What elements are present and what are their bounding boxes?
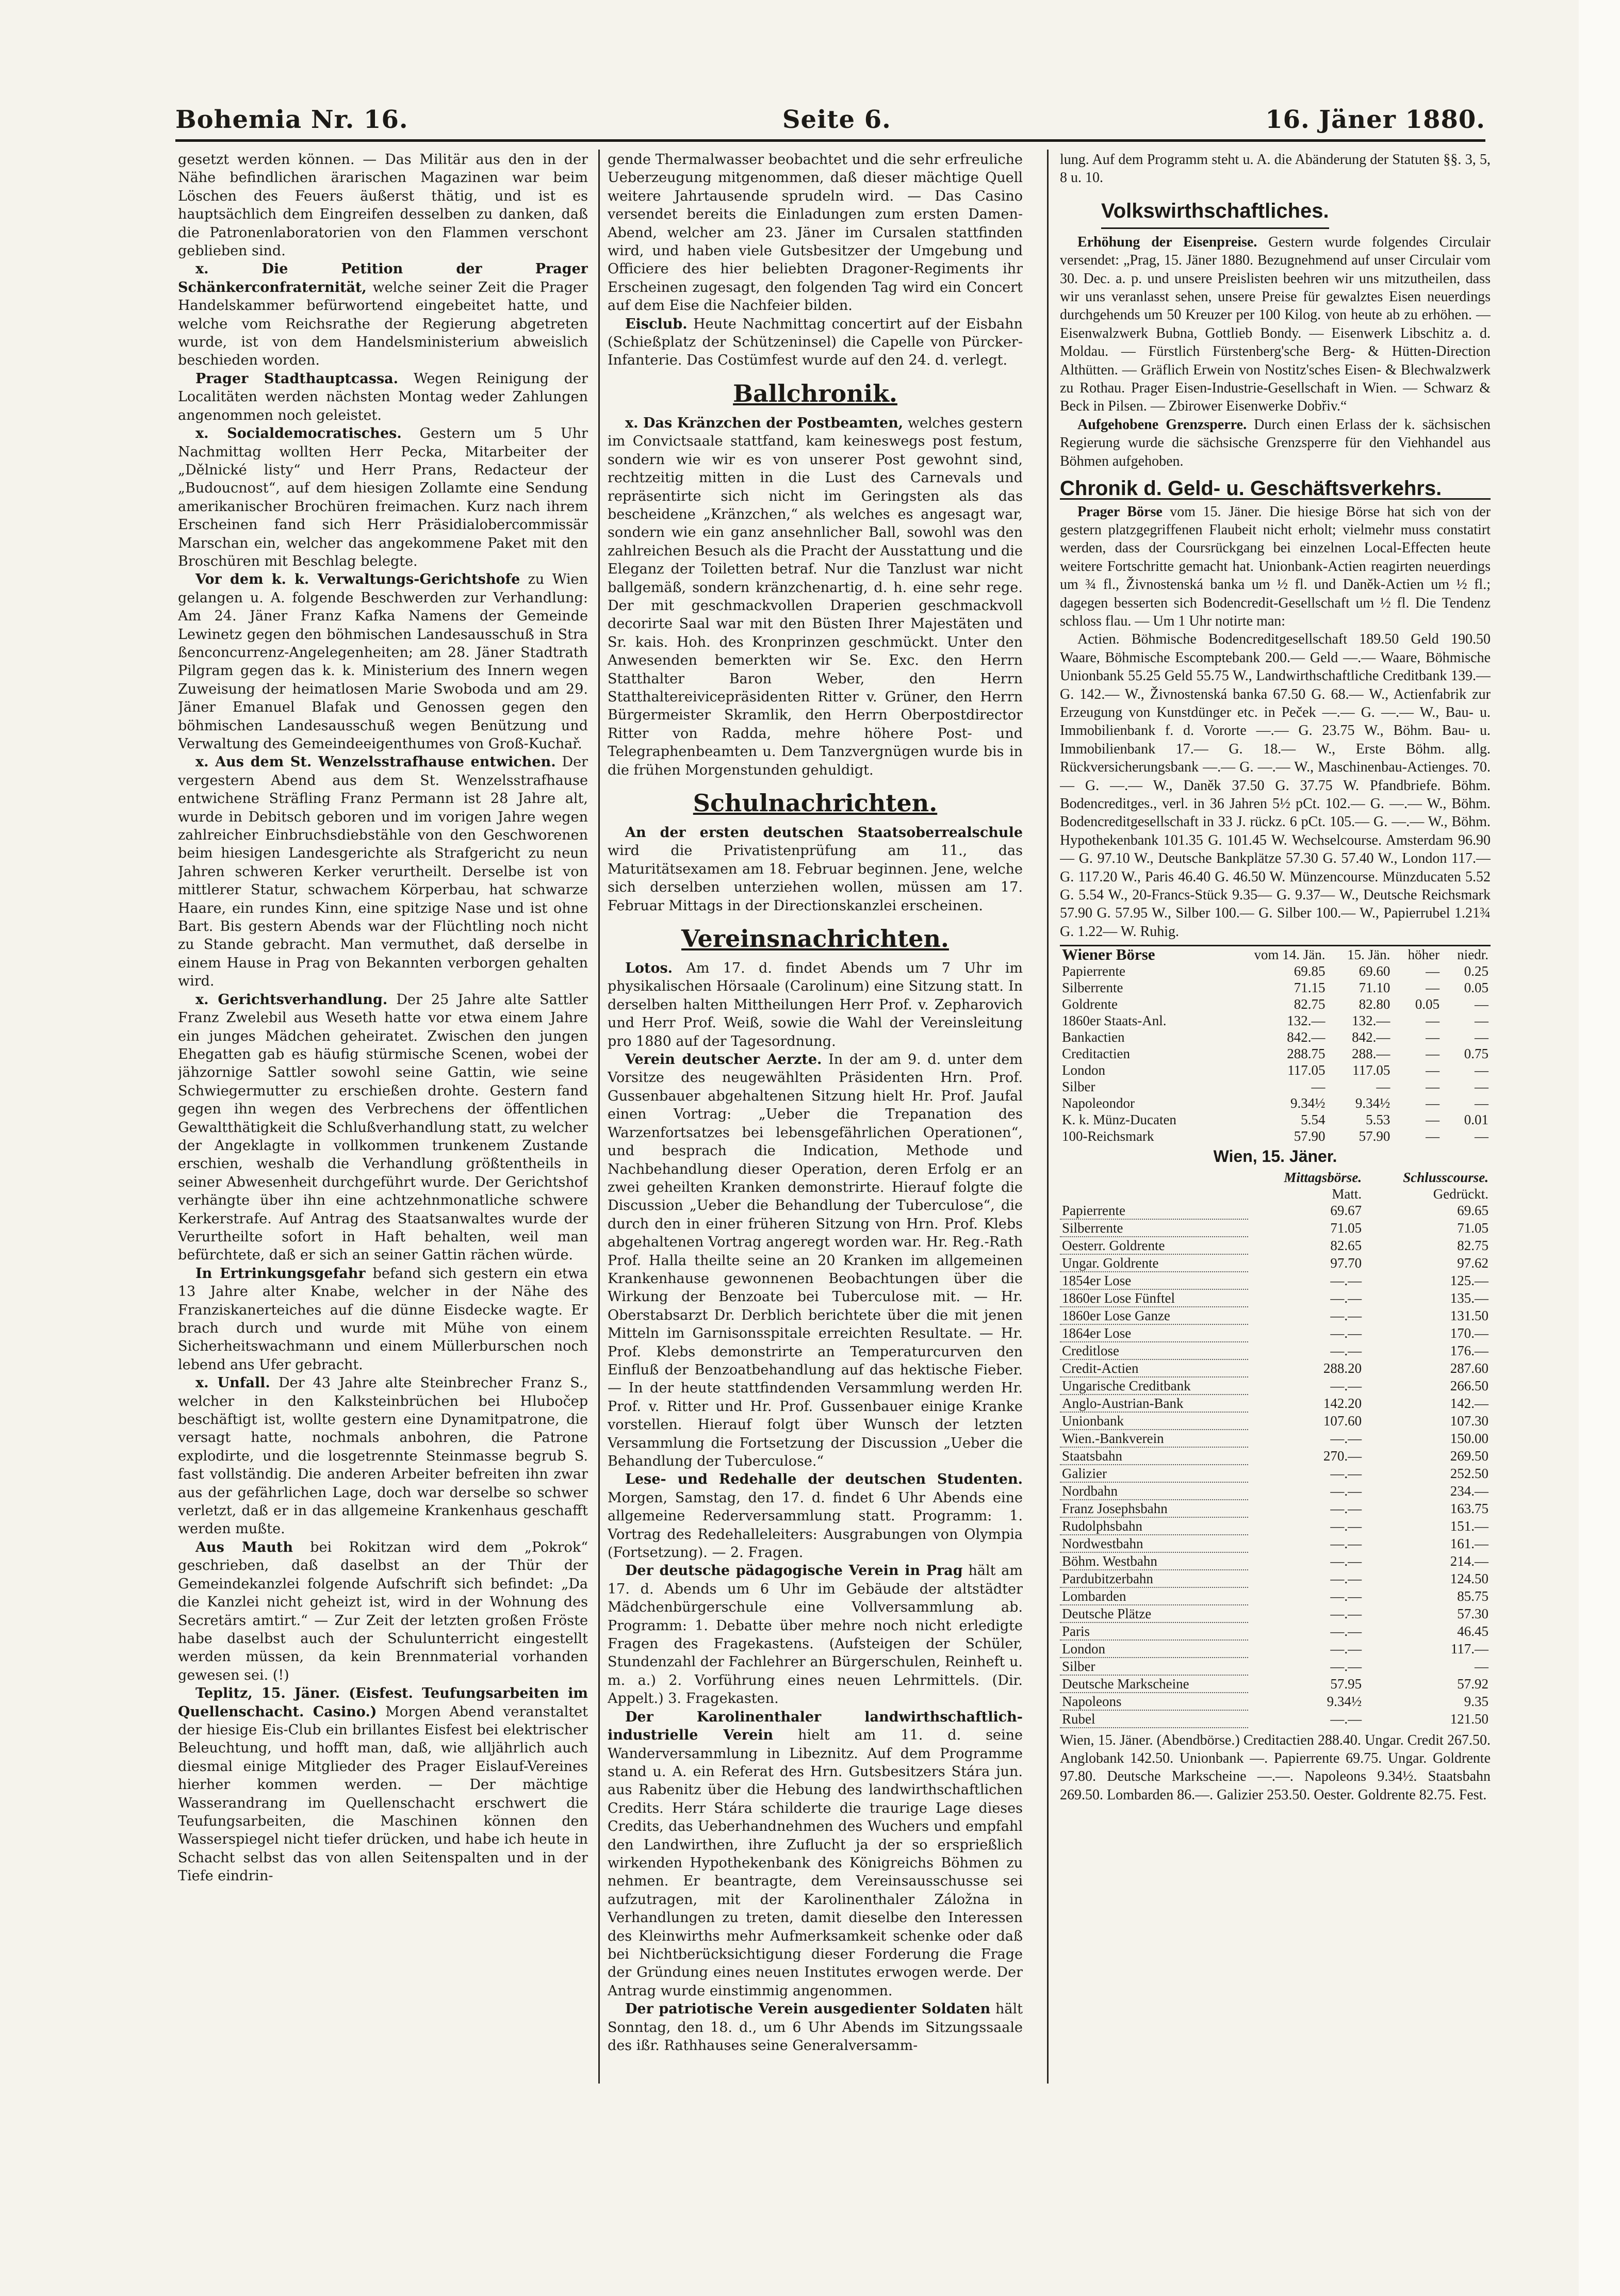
price-cell: 57.30	[1457, 1605, 1488, 1621]
security-name: Böhm. Westbahn	[1060, 1552, 1248, 1570]
article-body: befand sich gestern ein etwa 13 Jahre alter Knabe, welcher in der Nähe des Franziskanerteiches auf die dünne Eisdecke wagte. Er brach durch und wurde mit Mühe von einem Sicherheitswachmann und einem Müllerburschen noch lebend ans Ufer gebracht.	[178, 1265, 588, 1373]
price-cell: —.—	[1330, 1325, 1362, 1341]
security-name: Ungarische Creditbank	[1060, 1377, 1248, 1395]
table-header-row	[1060, 946, 1491, 963]
security-name: Anglo-Austrian-Bank	[1060, 1395, 1248, 1412]
table-header-row	[1060, 1169, 1491, 1186]
table-row	[1060, 1202, 1491, 1219]
article	[1060, 416, 1491, 470]
article	[1060, 233, 1491, 416]
price-cell: —.—	[1330, 1553, 1362, 1569]
paragraph: gende Thermalwasser beobachtet und die sehr erfreuliche Ueberzeugung mitgenommen, daß dieser mächtige Quell weitere Jahrtausende sprudeln wird. — Das Casino versendet bereits die Einladungen zum ersten Damen-Abend, welcher am 23. Jäner im Cursalen stattfinden wird, und haben viele Gutsbesitzer der Umgebung und Officiere des hier beliebten Dragoner-Regiments ihr Erscheinen zugesagt, den folgenden Tag wird ein Concert auf dem Eise die Nachfeier bilden.	[608, 152, 1023, 314]
article	[178, 1374, 588, 1538]
price-cell: —.—	[1330, 1465, 1362, 1481]
security-name: Silber	[1060, 1658, 1248, 1675]
table-row	[1060, 1307, 1491, 1324]
table-row	[1060, 1395, 1491, 1412]
price-cell: 131.50	[1450, 1307, 1488, 1323]
page-header	[175, 93, 1485, 134]
article-body: Morgen, Samstag, den 17. d. findet 6 Uhr Abends eine allgemeine Rederversammlung statt. Programm: 1. Vortrag des Redehalleleiters: Ausgrabungen von Olympia (Fortsetzung). — 2. Fragen.	[608, 1489, 1023, 1561]
price-cell: 132.—	[1287, 1013, 1326, 1029]
security-name: Paris	[1060, 1622, 1248, 1640]
price-cell: 288.20	[1323, 1360, 1362, 1376]
column-header: vom 14. Jän.	[1254, 947, 1326, 963]
security-name: Franz Josephsbahn	[1060, 1500, 1248, 1517]
article-body: Am 17. d. findet Abends um 7 Uhr im physikalischen Hörsaale (Carolinum) eine Sitzung statt. In derselben halten Mittheilungen Herr Prof. v. Zepharovich und Herr Prof. Weiß, sowie die Wahl der Vereinsleitung pro 1880 auf der Tagesordnung.	[608, 960, 1023, 1049]
price-cell: —.—	[1330, 1272, 1362, 1288]
article	[178, 370, 588, 424]
security-name: Silberrente	[1062, 980, 1123, 996]
security-name: Rudolphsbahn	[1060, 1517, 1248, 1535]
price-cell: 82.80	[1359, 996, 1390, 1012]
price-cell: 125.—	[1450, 1272, 1488, 1288]
price-cell: —.—	[1330, 1605, 1362, 1621]
table-row	[1060, 1640, 1491, 1658]
price-cell: 0.05	[1464, 980, 1488, 996]
column-header: niedr.	[1457, 947, 1488, 963]
section-heading-schulnachrichten: Schulnachrichten.	[693, 789, 938, 817]
security-name: Silberrente	[1060, 1219, 1248, 1237]
security-name: Bankactien	[1062, 1029, 1125, 1045]
article	[608, 414, 1023, 779]
price-cell: 176.—	[1450, 1342, 1488, 1358]
price-cell: 121.50	[1450, 1711, 1488, 1727]
price-cell: —	[1426, 1112, 1440, 1128]
article-heading: Erhöhung der Eisenpreise.	[1077, 234, 1257, 250]
table-row	[1060, 1045, 1491, 1062]
paragraph: Wien, 15. Jäner. (Abendbörse.) Creditactien 288.40. Ungar. Credit 267.50. Anglobank 142.50. Unionbank —. Papierrente 69.75. Ungar. Goldrente 97.80. Deutsche Markscheine —.—. Napoleons 9.34½. Staatsbahn 269.50. Lombarden 86.—. Galizier 253.50. Oester. Goldrente 82.75. Fest.	[1060, 1732, 1491, 1803]
price-cell: —.—	[1330, 1342, 1362, 1358]
security-name: Napoleondor	[1062, 1095, 1135, 1111]
table-row	[1060, 1605, 1491, 1622]
article	[178, 753, 588, 990]
price-cell: —.—	[1330, 1307, 1362, 1323]
article-body: Morgen Abend veranstaltet der hiesige Eis-Club ein brillantes Eisfest bei elektrischer Beleuchtung, und hofft man, daß, wie alljährlich auch diesmal einige Mitglieder des Prager Eislauf-Vereines hierher kommen werden. — Der mächtige Wasserandrang im Quellenschacht erschwert die Teufungsarbeiten, die Maschinen können den Wasserspiegel nicht tiefer drücken, und habe ich heute in Schacht selbst das von allen Seitenspalten und in der Tiefe eindrin-	[178, 1703, 588, 1884]
article-heading: Prager Börse	[1077, 503, 1163, 520]
article-body: Heute Nachmittag concertirt auf der Eisbahn (Schießplatz der Schützeninsel) die Capelle von Pürcker-Infanterie. Das Costümfest wurde auf den 24. d. verlegt.	[608, 316, 1023, 369]
price-cell: 161.—	[1450, 1535, 1488, 1551]
table-row	[1060, 1078, 1491, 1095]
price-cell: 9.34½	[1290, 1095, 1326, 1111]
security-name: Rubel	[1060, 1710, 1248, 1728]
column-header	[1060, 1169, 1248, 1186]
price-cell: —.—	[1330, 1483, 1362, 1499]
article-heading: An der ersten deutschen Staatsoberrealschule	[625, 825, 1023, 841]
security-name: Credit-Actien	[1060, 1359, 1248, 1377]
table-row	[1060, 1710, 1491, 1728]
article-heading: x. Unfall.	[195, 1375, 270, 1391]
article	[178, 1684, 588, 1885]
table-row	[1060, 979, 1491, 996]
article-body: Der 43 Jahre alte Steinbrecher Franz S., welcher in den Kalksteinbrüchen bei Hlubočep beschäftigt ist, wollte gestern eine Dynamitpatrone, die versagt hatte, nochmals anbohren, die Patrone explodirte, und die losgetrennte Steinmasse begrub S. fast vollständig. Die anderen Arbeiter befreiten ihn zwar aus der gefährlichen Lage, doch war derselbe so schwer verletzt, daß er in das allgemeine Krankenhaus geschafft werden mußte.	[178, 1375, 588, 1537]
table-row	[1060, 1535, 1491, 1552]
table-row	[1060, 1430, 1491, 1447]
article-body: Gestern wurde folgendes Circulair versendet: „Prag, 15. Jäner 1880. Bezugnehmend auf unser Circulair vom 30. Dec. a. p. und unsere Preislisten beehren wir uns mitzutheilen, dass wir uns veranlasst sehen, unsere Preise für gewalztes Eisen neuerdings durchgehends um 50 Kreuzer per 100 Kilog. von heute ab zu erhöhen. — Eisenwalzwerk Bubna, Gottlieb Bondy. — Eisenwerk Libschitz a. d. Moldau. — Fürstlich Fürstenberg'sche Berg- & Hütten-Direction Althütten. — Gräflich Erwein von Nostitz'sches Eisen- & Blechwalzwerk zu Rothau. Prager Eisen-Industrie-Gesellschaft in Wien. — Schwarz & Beck in Pilsen. — Zbirower Eisenwerke Dobřiv.“	[1060, 234, 1491, 415]
price-cell: —	[1475, 1095, 1488, 1111]
table-row	[1060, 1447, 1491, 1465]
price-cell: —.—	[1330, 1290, 1362, 1306]
table-row	[1060, 1359, 1491, 1377]
security-name: Nordbahn	[1060, 1482, 1248, 1500]
price-cell: —	[1426, 1013, 1440, 1029]
security-name: 100-Reichsmark	[1062, 1128, 1154, 1144]
article-heading: Prager Stadthauptcassa.	[195, 370, 399, 387]
article-heading: Aufgehobene Grenzsperre.	[1077, 416, 1247, 433]
price-cell: 82.75	[1294, 996, 1326, 1012]
article-heading: Teplitz, 15. Jäner. (Eisfest. Teufungsarbeiten im Quellenschacht. Casino.)	[178, 1685, 588, 1720]
table-row	[1060, 1570, 1491, 1587]
article-body: hält Sonntag, den 18. d., um 6 Uhr Abends im Sitzungssaale des ißr. Rathhauses seine Generalversamm-	[608, 2001, 1023, 2054]
table-row	[1060, 1517, 1491, 1535]
article-body: vom 15. Jäner. Die hiesige Börse hat sich von der gestern platzgegriffenen Flaubeit nicht erholt; vielmehr muss constatirt werden, dass der Coursrückgang bei einzelnen Local-Effecten heute weitere Fortschritte gemacht hat. Unionbank-Actien reagirten neuerdings um ¾ fl., Živnostenská banka um ½ fl. und Daněk-Actien um ½ fl.; dagegen besserten sich Bodencredit-Gesellschaft um ½ fl. Die Tendenz schloss flau. — Um 1 Uhr notirte man:	[1060, 503, 1491, 629]
article	[1060, 503, 1491, 631]
article-body: bei Rokitzan wird dem „Pokrok“ geschrieben, daß daselbst an der Thür der Gemeindekanzlei folgende Aufschrift sich befindet: „Da die Kanzlei nicht geheizt ist, wird in der Wohnung des Secretärs amtirt.“ — Zur Zeit der letzten großen Fröste habe daselbst auch der Schulunterricht eingestellt werden müssen, da kein Brennmaterial vorhanden gewesen sei. (!)	[178, 1539, 588, 1683]
security-name: Deutsche Markscheine	[1060, 1675, 1248, 1693]
price-cell: 269.50	[1450, 1448, 1488, 1464]
column-subheader: Gedrückt.	[1433, 1186, 1488, 1202]
article-heading: Verein deutscher Aerzte.	[625, 1052, 822, 1068]
price-cell: 71.05	[1330, 1220, 1362, 1236]
article-body: hält am 17. d. Abends um 6 Uhr im Gebäude der altstädter Mädchenbürgerschule eine Vollversammlung ab. Programm: 1. Debatte über mehre noch nicht erledigte Fragen des Fragekastens. (Aufsteigen der Schüler, Stundenzahl der Fachlehrer an Bürgerschulen, Reinheft u. m. a.) 2. Vorführung eines neuen Lehrmittels. (Dir. Appelt.) 3. Fragekasten.	[608, 1563, 1023, 1707]
article	[608, 2000, 1023, 2055]
security-name: Ungar. Goldrente	[1060, 1254, 1248, 1272]
price-cell: —	[1426, 1095, 1440, 1111]
table-row	[1060, 1658, 1491, 1675]
article	[178, 1538, 588, 1684]
table-row	[1060, 1675, 1491, 1693]
price-cell: 82.75	[1457, 1237, 1488, 1253]
table-row	[1060, 1272, 1491, 1289]
price-cell: 71.10	[1359, 980, 1390, 996]
price-cell: —	[1475, 1128, 1488, 1144]
price-cell: 117.05	[1287, 1062, 1326, 1078]
price-cell: 135.—	[1450, 1290, 1488, 1306]
security-name: Creditactien	[1062, 1046, 1130, 1062]
table-row	[1060, 1482, 1491, 1500]
price-cell: —	[1475, 1658, 1488, 1674]
column-3	[1060, 151, 1491, 2090]
price-cell: 252.50	[1450, 1465, 1488, 1481]
security-name: Staatsbahn	[1060, 1447, 1248, 1465]
table-row	[1060, 1377, 1491, 1395]
table-row	[1060, 1552, 1491, 1570]
article-body: welches gestern im Convictsaale stattfand, kam keineswegs post festum, sondern wie wir es von unserer Post gewohnt sind, rechtzeitig mitten in die Lust des Carnevals und repräsentirte sich nicht im Geringsten als das bescheidene „Kränzchen,“ als welches es angesagt war, sondern wie ein ganz ansehnlicher Ball, sowohl was den zahlreichen Besuch als die Pracht der Ausstattung und die Eleganz der Toiletten betraf. Nur die Tanzlust war nicht ballgemäß, sondern kränzchenartig, d. h. eine sehr rege. Der mit geschmackvollen Draperien geschmackvoll decorirte Saal war mit den Büsten Ihrer Majestäten und Sr. kais. Hoh. des Kronprinzen geschmückt. Unter den Anwesenden bemerkten wir Se. Exc. den Herrn Statthalter Baron Weber, den Herrn Statthaltereivicepräsidenten Ritter v. Grüner, den Herrn Bürgermeister Skramlik, den Herrn Oberpostdirector Ritter von Radda, mehre höhere Post- und Telegraphenbeamten u. Dem Tanzvergnügen wurde bis in die frühen Morgenstunden gehuldigt.	[608, 415, 1023, 778]
price-cell: 71.05	[1457, 1220, 1488, 1236]
paragraph: gesetzt werden können. — Das Militär aus den in der Nähe befindlichen ärarischen Magazinen war beim Löschen des Feuers äußerst thätig, und ist es hauptsächlich dem Eingreifen desselben zu danken, daß die Patronenlaboratorien von den Flammen verschont geblieben sind.	[178, 152, 588, 259]
price-cell: 0.25	[1464, 963, 1488, 979]
price-cell: 117.—	[1450, 1641, 1488, 1657]
price-cell: 842.—	[1352, 1029, 1390, 1045]
price-cell: —	[1426, 1062, 1440, 1078]
price-cell: 117.05	[1352, 1062, 1390, 1078]
article-body: In der am 9. d. unter dem Vorsitze des neugewählten Präsidenten Hrn. Prof. Gussenbauer abgehaltenen Sitzung hielt Hr. Prof. Jaufal einen Vortrag: „Ueber die Trepanation des Warzenfortsatzes bei lebensgefährlichen Operationen“, und besprach die Indication, Methode und Nachbehandlung dieser Operation, deren Erfolg er an zwei geheilten Kranken demonstrirte. Hierauf folgte die Discussion „Ueber die Behandlung der Tuberculose“, die durch den in einer früheren Sitzung von Hrn. Prof. Klebs abgehaltenen Vortrag angeregt worden war. Hr. Reg.-Rath Prof. Halla theilte seine an 20 Kranken im allgemeinen Krankenhause gewonnenen Beobachtungen über die Wirkung der Benzoate bei Tuberculose mit. — Hr. Oberstabsarzt Dr. Derblich berichtete über die mit jenen Mitteln im Garnisonsspitale erreichten Resultate. — Hr. Prof. Klebs demonstrirte an Temperaturcurven den Einfluß der Benzoatbehandlung auf das hektische Fieber. — In der heute stattfindenden Versammlung werden Hr. Prof. v. Ritter und Hr. Prof. Gussenbauer einige Kranke vorstellen. Hierauf folgt über Wunsch der letzten Versammlung die Fortsetzung der Discussion „Ueber die Behandlung der Tuberculose.“	[608, 1052, 1023, 1469]
price-cell: 9.34½	[1355, 1095, 1390, 1111]
article	[178, 991, 588, 1265]
page-margin	[1579, 0, 1620, 2296]
price-cell: 0.75	[1464, 1046, 1488, 1062]
price-cell: 69.67	[1330, 1203, 1362, 1219]
table-row	[1060, 1465, 1491, 1482]
security-name: 1860er Lose Ganze	[1060, 1307, 1248, 1324]
price-cell: 82.65	[1330, 1237, 1362, 1253]
price-cell: 5.53	[1366, 1112, 1390, 1128]
price-cell: 0.01	[1464, 1112, 1488, 1128]
article-body: hielt am 11. d. seine Wanderversammlung in Libeznitz. Auf dem Programme stand u. A. ein Referat des Hrn. Gutsbesitzers Stára jun. aus Rabenitz über die Hebung des landwirthschaftlichen Credits. Herr Stára schilderte die traurige Lage dieses Credits, das Ueberhandnehmen des Wuchers und empfahl den Landwirthen, ihre Zuflucht ja der so ersprießlich wirkenden Hypothekenbank des Königreichs Böhmen zu nehmen. Er beantragte, dem Vereinsausschusse sei aufzutragen, mit der Karolinenthaler Záložna in Verhandlungen zu treten, damit dieselbe den Interessen des Kleinwirths mehr Aufmerksamkeit schenke oder daß bei Nichtberücksichtigung dieser Forderung die Frage der Gründung eines neuen Institutes erwogen werde. Der Antrag wurde einstimmig angenommen.	[608, 1727, 1023, 1999]
table-row	[1060, 1622, 1491, 1640]
article-body: Gestern um 5 Uhr Nachmittag wollten Herr Pecka, Mitarbeiter der „Dělnické listy“ und Herr Prans, Redacteur der „Budoucnost“, auf dem hiesigen Zollamte eine Sendung amerikanischer Brochüren freimachen. Kurz nach ihrem Erscheinen fand sich Herr Präsidialobercommissär Marschan ein, welcher das angekommene Paket mit den Broschüren mit Beschlag belegte.	[178, 425, 588, 569]
price-cell: 71.15	[1294, 980, 1326, 996]
price-cell: 163.75	[1450, 1500, 1488, 1516]
price-cell: 270.—	[1323, 1448, 1362, 1464]
price-cell: —.—	[1330, 1658, 1362, 1674]
security-name: Papierrente	[1060, 1202, 1248, 1219]
table-row	[1060, 1254, 1491, 1272]
table-row	[1060, 963, 1491, 979]
column-2	[608, 151, 1023, 2090]
price-cell: 132.—	[1352, 1013, 1390, 1029]
security-name: London	[1062, 1062, 1105, 1078]
price-cell: 107.60	[1323, 1413, 1362, 1429]
price-cell: 142.—	[1450, 1395, 1488, 1411]
article-heading: Lese- und Redehalle der deutschen Studenten.	[625, 1471, 1023, 1488]
price-cell: 287.60	[1450, 1360, 1488, 1376]
security-name: K. k. Münz-Ducaten	[1062, 1112, 1176, 1128]
column-header: höher	[1408, 947, 1440, 963]
table-row	[1060, 1412, 1491, 1430]
price-cell: 57.95	[1330, 1676, 1362, 1692]
security-name: Silber	[1062, 1079, 1095, 1095]
price-cell: 85.75	[1457, 1588, 1488, 1604]
table-row	[1060, 1095, 1491, 1111]
article-heading: Der Karolinenthaler landwirthschaftlich-industrielle Verein	[608, 1709, 1023, 1744]
price-cell: 5.54	[1301, 1112, 1326, 1128]
table-title: Wien, 15. Jäner.	[1213, 1147, 1337, 1166]
price-cell: 9.34½	[1327, 1693, 1362, 1709]
table-row	[1060, 1289, 1491, 1307]
paragraph: lung. Auf dem Programm steht u. A. die Abänderung der Statuten §§. 3, 5, 8 u. 10.	[1060, 152, 1491, 186]
price-cell: 97.70	[1330, 1255, 1362, 1271]
article	[178, 1265, 588, 1374]
column-header: 15. Jän.	[1347, 947, 1390, 963]
security-name: London	[1060, 1640, 1248, 1658]
article	[178, 260, 588, 369]
price-cell: 69.60	[1359, 963, 1390, 979]
price-cell: —	[1475, 996, 1488, 1012]
table-subheader-row	[1060, 1186, 1491, 1202]
article	[608, 315, 1023, 370]
price-cell: 57.90	[1294, 1128, 1326, 1144]
table-row	[1060, 1128, 1491, 1144]
section-heading-volkswirthschaft: Volkswirthschaftliches.	[1101, 194, 1329, 229]
security-name: Papierrente	[1062, 963, 1125, 979]
security-name: Pardubitzerbahn	[1060, 1570, 1248, 1587]
header-page-number: Seite 6.	[782, 105, 891, 134]
column-1	[178, 151, 588, 2090]
price-cell: 266.50	[1450, 1377, 1488, 1393]
price-cell: —.—	[1330, 1641, 1362, 1657]
article-body: Der 25 Jahre alte Sattler Franz Zwelebil aus Weseth hatte vor etwa einem Jahre ein junges Mädchen geheiratet. Zwischen den jungen Ehegatten gab es häufig stürmische Scenen, wobei der jähzornige Sattler sowohl seine Gattin, wie seine Schwiegermutter zu erschießen drohte. Gestern fand gegen ihn wegen des Verbrechens der öffentlichen Gewaltthätigkeit die Schlußverhandlung statt, zu welcher der Angeklagte in vollkommen trunkenem Zustande erschien, weshalb die Verhandlung größtentheils in seiner Abwesenheit durchgeführt wurde. Der Gerichtshof verhängte über ihn eine achtzehnmonatliche schwere Kerkerstrafe. Auf Antrag des Staatsanwaltes wurde der Verurtheilte sofort in Haft behalten, weil man befürchtete, daß er sich an seiner Gattin rächen würde.	[178, 991, 588, 1264]
table-row	[1060, 996, 1491, 1012]
article-body: welche seiner Zeit die Prager Handelskammer befürwortend eingebeitet hatte, und welche vom Reichsrathe der Regierung abgetreten wurde, ist von dem Handelsministerium abweislich beschieden worden.	[178, 279, 588, 369]
article	[608, 824, 1023, 915]
price-cell: 107.30	[1450, 1413, 1488, 1429]
article-heading: Vor dem k. k. Verwaltungs-Gerichtshofe	[195, 571, 520, 588]
price-cell: 57.92	[1457, 1676, 1488, 1692]
price-cell: —	[1475, 1013, 1488, 1029]
article	[608, 1562, 1023, 1708]
price-cell: —	[1311, 1079, 1326, 1095]
table-row	[1060, 1219, 1491, 1237]
table-row	[1060, 1012, 1491, 1029]
price-cell: —.—	[1330, 1377, 1362, 1393]
price-cell: 151.—	[1450, 1518, 1488, 1534]
article-heading: Der deutsche pädagogische Verein in Prag	[625, 1563, 963, 1579]
article-heading: x. Das Kränzchen der Postbeamten,	[625, 415, 904, 431]
section-heading-vereinsnachrichten: Vereinsnachrichten.	[681, 925, 949, 953]
price-cell: 288.75	[1287, 1046, 1326, 1062]
table-row	[1060, 1029, 1491, 1045]
price-cell: —	[1426, 963, 1440, 979]
table-row	[1060, 1062, 1491, 1078]
price-cell: —.—	[1330, 1623, 1362, 1639]
table-title: Wiener Börse	[1062, 945, 1155, 964]
security-name: Deutsche Plätze	[1060, 1605, 1248, 1622]
security-name: Lombarden	[1060, 1587, 1248, 1605]
security-name: 1860er Staats-Anl.	[1062, 1013, 1167, 1029]
price-cell: 842.—	[1287, 1029, 1326, 1045]
price-cell: 69.65	[1457, 1203, 1488, 1219]
price-cell: 150.00	[1450, 1430, 1488, 1446]
security-name: 1860er Lose Fünftel	[1060, 1289, 1248, 1307]
article	[178, 570, 588, 753]
security-name: Creditlose	[1060, 1342, 1248, 1359]
article-body: zu Wien gelangen u. A. folgende Beschwerden zur Verhandlung: Am 24. Jäner Franz Kafka Namens der Gemeinde Lewinetz gegen den böhmischen Landesausschuß in Stra ßenconcurrenz-Angelegenheiten; am 28. Jäner Stadtrath Pilgram gegen das k. k. Ministerium des Innern wegen Zuweisung der heimatlosen Marie Swoboda und am 29. Jäner Emanuel Blafak und Genossen gegen den böhmischen Landesausschuß wegen Benützung und Verwaltung des Gemeindeeigenthumes von Groß-Kuchař.	[178, 571, 588, 752]
price-cell: 288.—	[1352, 1046, 1390, 1062]
security-name: Unionbank	[1060, 1412, 1248, 1430]
article-heading: x. Aus dem St. Wenzelsstrafhause entwichen.	[195, 754, 556, 770]
price-cell: —.—	[1330, 1588, 1362, 1604]
header-rule	[175, 139, 1485, 142]
column-header	[1060, 1186, 1248, 1202]
price-cell: 0.05	[1415, 996, 1440, 1012]
wiener-boerse-table	[1060, 945, 1491, 1144]
price-cell: —.—	[1330, 1430, 1362, 1446]
price-cell: 124.50	[1450, 1570, 1488, 1586]
price-cell: 9.35	[1464, 1693, 1488, 1709]
price-cell: —.—	[1330, 1518, 1362, 1534]
price-cell: —	[1426, 1046, 1440, 1062]
price-cell: —	[1475, 1079, 1488, 1095]
paragraph: Actien. Böhmische Bodencreditgesellschaft 189.50 Geld 190.50 Waare, Böhmische Escomptebank 200.— Geld —.— Waare, Böhmische Unionbank 55.25 Geld 55.75 W., Landwirthschaftliche Creditbank 139.— G. 142.— W., Živnostenská banka 67.50 G. 68.— W., Actienfabrik zur Erzeugung von Kunstdünger etc. in Peček —.— G. —.— W., Bau- u. Immobilienbank f. d. Vororte —.— G. 23.75 W., Böhm. Bau- u. Immobilienbank 17.— G. 18.— W., Erste Böhm. allg. Rückversicherungsbank —.— G. —.— W., Maschinenbau-Actienges. 70.— G. —.— W., Daněk 37.50 G. 37.75 W. Pfandbriefe. Böhm. Bodencreditges., verl. in 36 Jahren 5½ pCt. 102.— G. —.— W., Böhm. Bodencreditgesellschaft in 33 J. rückz. 6 pCt. 105.— G. —.— W., Böhm. Hypothekenbank 101.35 G. 101.45 W. Wechselcourse. Amsterdam 96.90— G. 97.10 W., Deutsche Bankplätze 57.30 G. 57.40 W., London 117.— G. 117.20 W., Paris 46.40 G. 46.50 W. Münzencourse. Münzducaten 5.52 G. 5.54 W., 20-Francs-Stück 9.35— G. 9.37— W., Deutsche Reichsmark 57.90 G. 57.95 W., Silber 100.— G. Silber 100.— W., Papierrubel 1.21¾ G. 1.22— W. Ruhig.	[1060, 631, 1491, 940]
table-row	[1060, 1500, 1491, 1517]
section-heading-chronik: Chronik d. Geld- u. Geschäftsverkehrs.	[1060, 480, 1491, 499]
price-cell: —	[1475, 1029, 1488, 1045]
table-row	[1060, 1587, 1491, 1605]
table-row	[1060, 1324, 1491, 1342]
article-body: Der vergestern Abend aus dem St. Wenzelsstrafhause entwichene Sträfling Franz Permann ist 28 Jahre alt, wurde in Debitsch geboren und im vorigen Jahre wegen zahlreicher Einbruchsdiebstähle von den Geschworenen beim hiesigen Landesgerichte als Strafgericht zu neun Jahren schweren Kerker verurtheilt. Derselbe ist von mittlerer Statur, schwachem Körperbau, hat schwarze Haare, ein rundes Kinn, eine spitzige Nase und ist ohne Bart. Bis gestern Abends war der Flüchtling noch nicht zu Stande gebracht. Man vermuthet, daß derselbe in einem Hause in Prag von Bekannten verborgen gehalten wird.	[178, 754, 588, 990]
table-row	[1060, 1342, 1491, 1359]
price-cell: —	[1376, 1079, 1390, 1095]
price-cell: —.—	[1330, 1570, 1362, 1586]
price-cell: 170.—	[1450, 1325, 1488, 1341]
security-name: 1864er Lose	[1060, 1324, 1248, 1342]
header-issue: Bohemia Nr. 16.	[175, 105, 408, 134]
price-cell: 57.90	[1359, 1128, 1390, 1144]
security-name: 1854er Lose	[1060, 1272, 1248, 1289]
article-heading: Lotos.	[625, 960, 673, 977]
column-subheader: Matt.	[1332, 1186, 1362, 1202]
price-cell: 69.85	[1294, 963, 1326, 979]
price-cell: 97.62	[1457, 1255, 1488, 1271]
article-heading: x. Die Petition der Prager Schänkerconfraternität,	[178, 261, 588, 296]
article-heading: Eisclub.	[625, 316, 688, 332]
table-row	[1060, 1237, 1491, 1254]
column-header: Mittagsbörse.	[1284, 1169, 1362, 1185]
price-cell: 46.45	[1457, 1623, 1488, 1639]
article-body: wird die Privatistenprüfung am 11., das Maturitätsexamen am 18. Februar beginnen. Jene, welche sich derselben unterziehen wollen, müssen am 17. Februar Mittags in der Directionskanzlei erscheinen.	[608, 843, 1023, 914]
article-heading: x. Socialdemocratisches.	[195, 425, 402, 442]
article	[608, 959, 1023, 1051]
security-name: Goldrente	[1062, 996, 1118, 1012]
article-body: Wegen Reinigung der Localitäten werden nächsten Montag weder Zahlungen angenommen noch geleistet.	[178, 370, 588, 423]
section-heading-ballchronik: Ballchronik.	[733, 379, 897, 407]
security-name: Galizier	[1060, 1465, 1248, 1482]
price-cell: —.—	[1330, 1711, 1362, 1727]
article-heading: Aus Mauth	[195, 1539, 293, 1555]
price-cell: —	[1426, 980, 1440, 996]
security-name: Napoleons	[1060, 1693, 1248, 1710]
article-heading: In Ertrinkungsgefahr	[195, 1265, 366, 1282]
column-header: Schlusscourse.	[1403, 1169, 1488, 1185]
price-cell: —	[1426, 1128, 1440, 1144]
price-cell: —	[1426, 1079, 1440, 1095]
article	[178, 424, 588, 570]
article-heading: x. Gerichtsverhandlung.	[195, 991, 388, 1008]
table-row	[1060, 1693, 1491, 1710]
price-cell: 214.—	[1450, 1553, 1488, 1569]
article	[608, 1051, 1023, 1470]
price-cell: —.—	[1330, 1500, 1362, 1516]
security-name: Oesterr. Goldrente	[1060, 1237, 1248, 1254]
security-name: Nordwestbahn	[1060, 1535, 1248, 1552]
column-divider	[1047, 150, 1049, 2084]
price-cell: 234.—	[1450, 1483, 1488, 1499]
header-date: 16. Jäner 1880.	[1265, 105, 1485, 134]
price-cell: —	[1475, 1062, 1488, 1078]
article	[608, 1470, 1023, 1562]
security-name: Wien.-Bankverein	[1060, 1430, 1248, 1447]
table-row	[1060, 1111, 1491, 1128]
price-cell: 142.20	[1323, 1395, 1362, 1411]
wien-schlusscourse-table	[1060, 1169, 1491, 1728]
price-cell: —	[1426, 1029, 1440, 1045]
column-divider	[598, 150, 600, 2084]
article-body: Durch einen Erlass der k. sächsischen Regierung wurde die sächsische Grenzsperre für den Viehhandel aus Böhmen aufgehoben.	[1060, 416, 1491, 469]
article	[608, 1708, 1023, 2000]
article-heading: Der patriotische Verein ausgedienter Soldaten	[625, 2001, 991, 2018]
price-cell: —.—	[1330, 1535, 1362, 1551]
